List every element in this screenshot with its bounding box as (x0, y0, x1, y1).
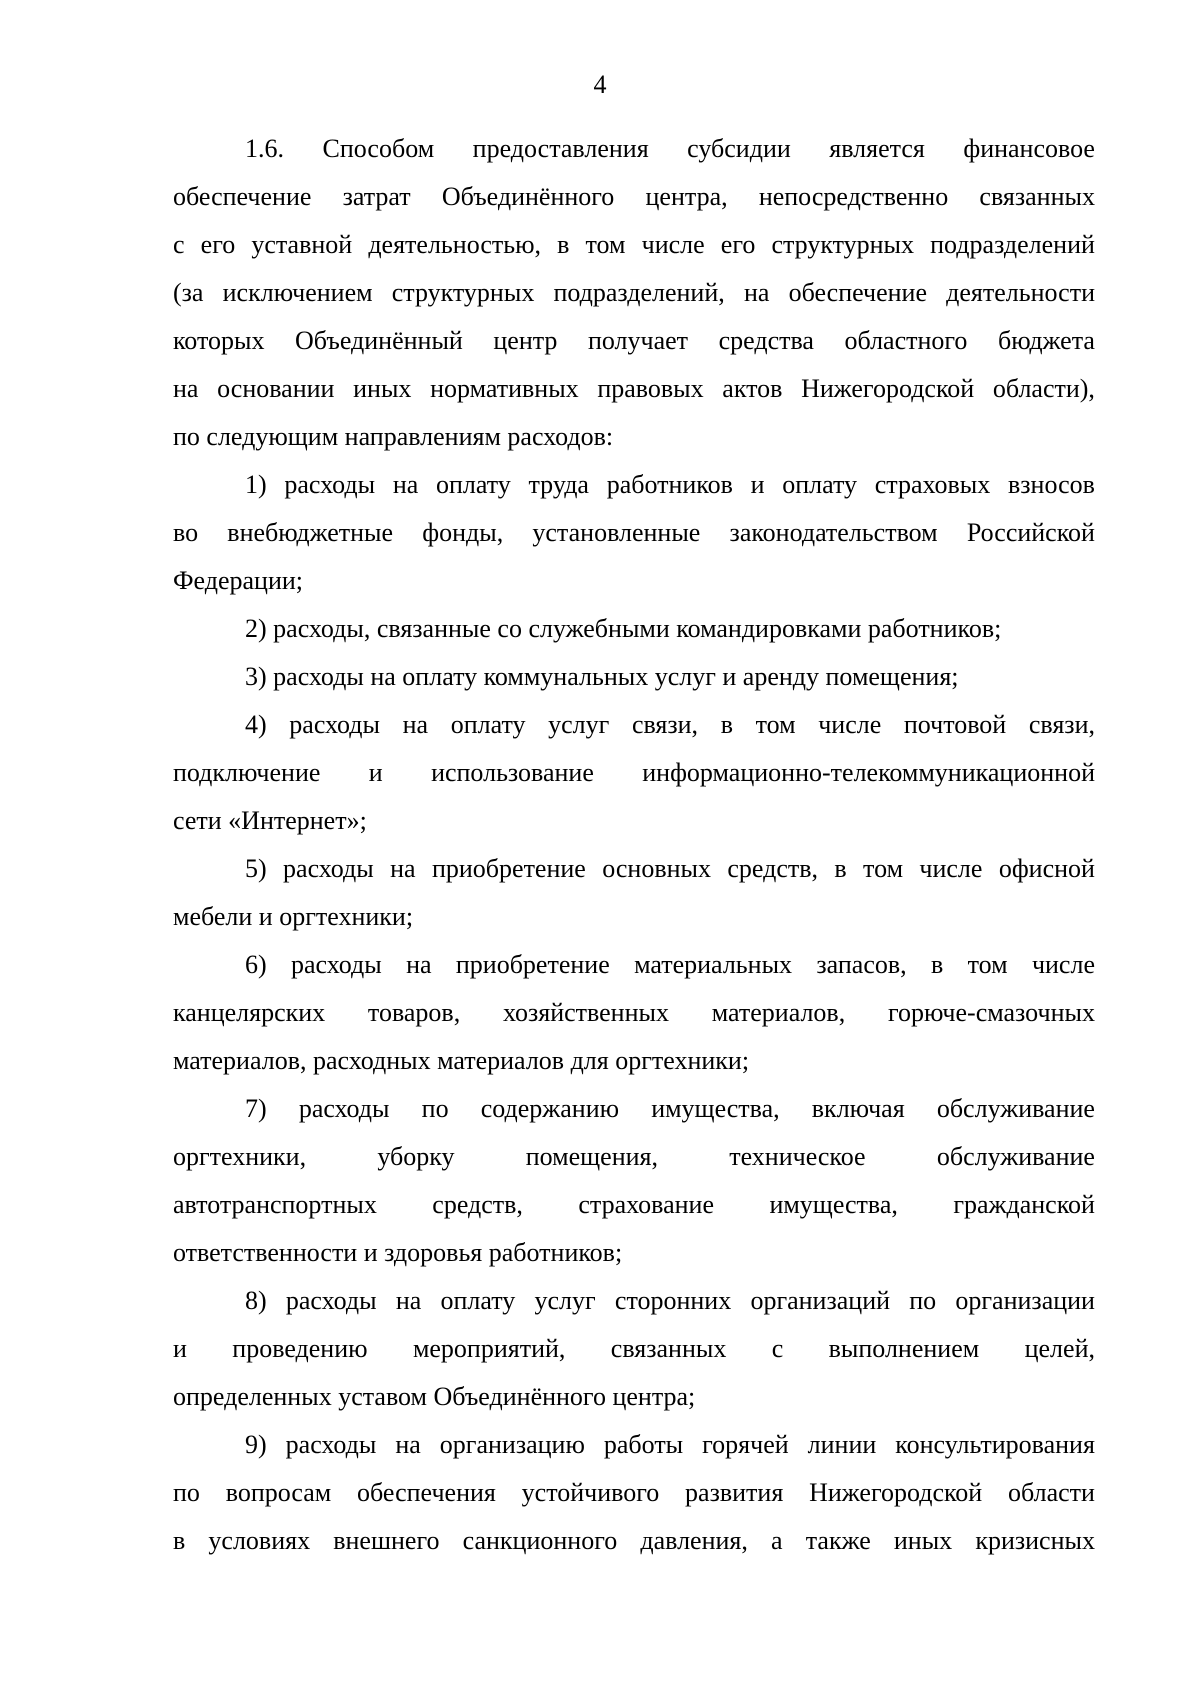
word: и (368, 758, 383, 787)
text-line (173, 845, 1095, 893)
word: подключение (173, 758, 321, 787)
text-line (173, 365, 1095, 413)
word: работы (603, 1430, 684, 1459)
word: связанных (610, 1334, 727, 1363)
text-line (173, 989, 1095, 1037)
word: расходы (291, 950, 382, 979)
word: вопросам (225, 1478, 332, 1507)
word: 1) (245, 470, 267, 499)
word: уборку (377, 1142, 455, 1171)
word: финансовое (963, 134, 1095, 163)
word: Объединённого (441, 182, 615, 211)
word: помещения, (525, 1142, 658, 1171)
word: его (720, 230, 756, 259)
text-line (173, 1469, 1095, 1517)
word: канцелярских (173, 998, 326, 1027)
list-item-3 (173, 653, 1095, 701)
word: внебюджетные (227, 518, 394, 547)
word: исключением (222, 278, 373, 307)
word: предоставления (472, 134, 649, 163)
word: материальных (634, 950, 793, 979)
word: области), (992, 374, 1095, 403)
word: затрат (342, 182, 411, 211)
word: числе (641, 230, 705, 259)
word: горюче-смазочных (887, 998, 1095, 1027)
word: 7) (245, 1094, 267, 1123)
list-item-7 (173, 1085, 1095, 1277)
word: развития (685, 1478, 784, 1507)
word: 4) (245, 710, 267, 739)
word: и (173, 1334, 187, 1363)
word: установленные (532, 518, 701, 547)
word: кризисных (975, 1526, 1095, 1555)
word: почтовой (903, 710, 1007, 739)
word: приобретение (431, 854, 586, 883)
word: 9) (245, 1430, 267, 1459)
word: обеспечения (357, 1478, 496, 1507)
word: правовых (597, 374, 704, 403)
word: обслуживание (936, 1142, 1095, 1171)
word: нормативных (430, 374, 579, 403)
word: санкционного (462, 1526, 618, 1555)
word: том (755, 710, 796, 739)
text-line (173, 125, 1095, 173)
word: его (200, 230, 236, 259)
word: расходы (285, 1430, 377, 1459)
text-line: по следующим направлениям расходов: (173, 422, 614, 451)
text-line (173, 701, 1095, 749)
word: расходы (284, 470, 376, 499)
word: структурных (391, 278, 535, 307)
word: по (909, 1286, 937, 1315)
word: актов (722, 374, 783, 403)
word: средств, (432, 1190, 523, 1219)
text-line: ответственности и здоровья работников; (173, 1238, 623, 1267)
word: расходы (285, 1286, 377, 1315)
word: обеспечение (173, 182, 312, 211)
word: на (395, 1430, 421, 1459)
word: запасов, (816, 950, 907, 979)
text-line (173, 509, 1095, 557)
word: деятельности (946, 278, 1095, 307)
word: горячей (702, 1430, 789, 1459)
word: организацию (439, 1430, 585, 1459)
word: Нижегородской (801, 374, 975, 403)
text-line (173, 749, 1095, 797)
word: Объединённый (295, 326, 463, 355)
word: числе (919, 854, 983, 883)
word: связанных (979, 182, 1095, 211)
text-line: сети «Интернет»; (173, 806, 367, 835)
word: условиях (208, 1526, 311, 1555)
word: оплату (440, 1286, 516, 1315)
word: информационно-телекоммуникационной (642, 758, 1095, 787)
word: оплату (450, 710, 526, 739)
word: труда (528, 470, 589, 499)
text-line (173, 1421, 1095, 1469)
list-item-1 (173, 461, 1095, 605)
list-item-8 (173, 1277, 1095, 1421)
word: основании (217, 374, 335, 403)
word: в (930, 950, 944, 979)
word: гражданской (953, 1190, 1095, 1219)
word: автотранспортных (173, 1190, 377, 1219)
text-line: мебели и оргтехники; (173, 902, 414, 931)
word: обслуживание (936, 1094, 1095, 1123)
word: иных (893, 1526, 953, 1555)
word: выполнением (828, 1334, 980, 1363)
word: товаров, (367, 998, 461, 1027)
word: том (585, 230, 626, 259)
word: на (395, 1286, 422, 1315)
word: организаций (750, 1286, 891, 1315)
word: мероприятий, (412, 1334, 566, 1363)
word: на (392, 470, 419, 499)
word: в (834, 854, 847, 883)
word: хозяйственных (502, 998, 669, 1027)
word: по (173, 1478, 200, 1507)
list-item-6 (173, 941, 1095, 1085)
word: оплату (436, 470, 511, 499)
word: проведению (232, 1334, 368, 1363)
word: числе (818, 710, 882, 739)
word: имущества, (651, 1094, 780, 1123)
list-item-9 (173, 1421, 1095, 1565)
paragraph-1-6 (173, 125, 1095, 461)
word: законодательством (729, 518, 938, 547)
word: 6) (245, 950, 267, 979)
word: 8) (245, 1286, 267, 1315)
word: центр (493, 326, 558, 355)
list-item-4 (173, 701, 1095, 845)
word: в (173, 1526, 186, 1555)
text-line: 3) расходы на оплату коммунальных услуг и аренду помещения; (245, 662, 959, 691)
word: в (557, 230, 570, 259)
text-line (173, 1277, 1095, 1325)
word: внешнего (333, 1526, 440, 1555)
text-line (173, 1181, 1095, 1229)
document-body (173, 125, 1095, 1565)
word: имущества, (769, 1190, 898, 1219)
word: сторонних (614, 1286, 732, 1315)
word: подразделений, (553, 278, 725, 307)
word: том (967, 950, 1008, 979)
word: техническое (729, 1142, 866, 1171)
word: линии (807, 1430, 877, 1459)
word: страхование (578, 1190, 714, 1219)
word: а (771, 1526, 783, 1555)
word: расходы (289, 710, 380, 739)
word: расходы (298, 1094, 390, 1123)
word: в (720, 710, 733, 739)
text-line: определенных уставом Объединённого центра; (173, 1382, 696, 1411)
word: фонды, (422, 518, 504, 547)
word: Российской (966, 518, 1095, 547)
text-line (173, 1325, 1095, 1373)
word: 5) (245, 854, 267, 883)
word: приобретение (455, 950, 610, 979)
text-line: Федерации; (173, 566, 304, 595)
word: на (743, 278, 770, 307)
text-line (173, 461, 1095, 509)
word: деятельностью, (368, 230, 542, 259)
word: с (771, 1334, 784, 1363)
text-line (173, 1133, 1095, 1181)
word: оргтехники, (173, 1142, 307, 1171)
word: страховых (874, 470, 991, 499)
word: работников (606, 470, 733, 499)
text-line (173, 1085, 1095, 1133)
word: средств, (727, 854, 819, 883)
word: является (829, 134, 925, 163)
word: использование (431, 758, 594, 787)
word: иных (353, 374, 412, 403)
word: на (390, 854, 416, 883)
word: услуг (534, 1286, 596, 1315)
text-line (173, 221, 1095, 269)
text-line: 2) расходы, связанные со служебными командировками работников; (245, 614, 1002, 643)
word: оплату (782, 470, 858, 499)
word: основных (602, 854, 711, 883)
word: которых (173, 326, 265, 355)
word: (за (173, 278, 204, 307)
text-line (173, 317, 1095, 365)
word: связи, (1028, 710, 1095, 739)
word: офисной (998, 854, 1095, 883)
word: Способом (322, 134, 435, 163)
text-line (173, 941, 1095, 989)
word: по (421, 1094, 449, 1123)
list-item-5 (173, 845, 1095, 941)
word: центра, (645, 182, 728, 211)
word: также (805, 1526, 871, 1555)
word: консультирования (895, 1430, 1095, 1459)
word: во (173, 518, 199, 547)
word: структурных (771, 230, 915, 259)
word: на (402, 710, 429, 739)
page-number: 4 (593, 70, 607, 99)
word: 1.6. (245, 134, 284, 163)
word: взносов (1008, 470, 1095, 499)
word: обеспечение (788, 278, 927, 307)
word: услуг (548, 710, 610, 739)
word: числе (1031, 950, 1095, 979)
word: бюджета (997, 326, 1095, 355)
word: подразделений (930, 230, 1095, 259)
word: непосредственно (758, 182, 949, 211)
word: на (173, 374, 199, 403)
word: включая (811, 1094, 905, 1123)
word: областного (844, 326, 968, 355)
word: средства (718, 326, 814, 355)
word: и (750, 470, 765, 499)
word: получает (587, 326, 689, 355)
text-line: материалов, расходных материалов для оргтехники; (173, 1046, 750, 1075)
word: субсидии (687, 134, 791, 163)
word: уставной (251, 230, 353, 259)
word: устойчивого (521, 1478, 660, 1507)
text-line (173, 269, 1095, 317)
word: расходы (283, 854, 374, 883)
word: связи, (631, 710, 699, 739)
word: области (1008, 1478, 1095, 1507)
word: организации (955, 1286, 1095, 1315)
word: том (863, 854, 904, 883)
word: содержанию (480, 1094, 620, 1123)
word: целей, (1024, 1334, 1095, 1363)
word: материалов, (711, 998, 846, 1027)
text-line (173, 1517, 1095, 1565)
text-line (173, 173, 1095, 221)
word: Нижегородской (809, 1478, 983, 1507)
word: давления, (640, 1526, 748, 1555)
list-item-2 (173, 605, 1095, 653)
word: с (173, 230, 185, 259)
word: на (406, 950, 432, 979)
